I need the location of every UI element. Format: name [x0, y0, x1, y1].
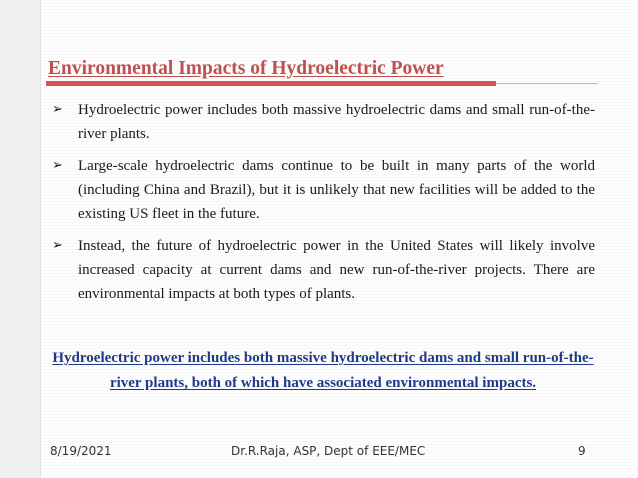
bullet-list — [50, 98, 595, 314]
footer-page-number: 9 — [578, 444, 586, 458]
bullet-item — [50, 154, 595, 226]
bullet-text: Large-scale hydroelectric dams continue to be built in many parts of the world (including China and Brazil), but it is unlikely that new facilities will be added to the existing US fleet in the future. — [78, 158, 595, 222]
left-margin-bar — [0, 0, 41, 478]
summary-highlight: Hydroelectric power includes both massive hydroelectric dams and small run-of-the-river plants, both of which have associated environmental impacts. — [52, 350, 594, 391]
bullet-text: Instead, the future of hydroelectric power in the United States will likely involve increased capacity at current dams and new run-of-the-river projects. There are environmental impacts at both types of plants. — [78, 238, 595, 302]
footer-date: 8/19/2021 — [50, 444, 112, 458]
bullet-item — [50, 98, 595, 146]
bullet-item — [50, 234, 595, 306]
title-underline-bar — [46, 81, 496, 86]
arrow-bullet-icon: ➢ — [52, 102, 63, 117]
arrow-bullet-icon: ➢ — [52, 238, 63, 253]
title-underline-extension — [496, 83, 598, 84]
footer-author: Dr.R.Raja, ASP, Dept of EEE/MEC — [231, 444, 426, 458]
bullet-text: Hydroelectric power includes both massive hydroelectric dams and small run-of-the-river plants. — [78, 102, 595, 142]
arrow-bullet-icon: ➢ — [52, 158, 63, 173]
slide-title: Environmental Impacts of Hydroelectric Power — [48, 58, 444, 79]
